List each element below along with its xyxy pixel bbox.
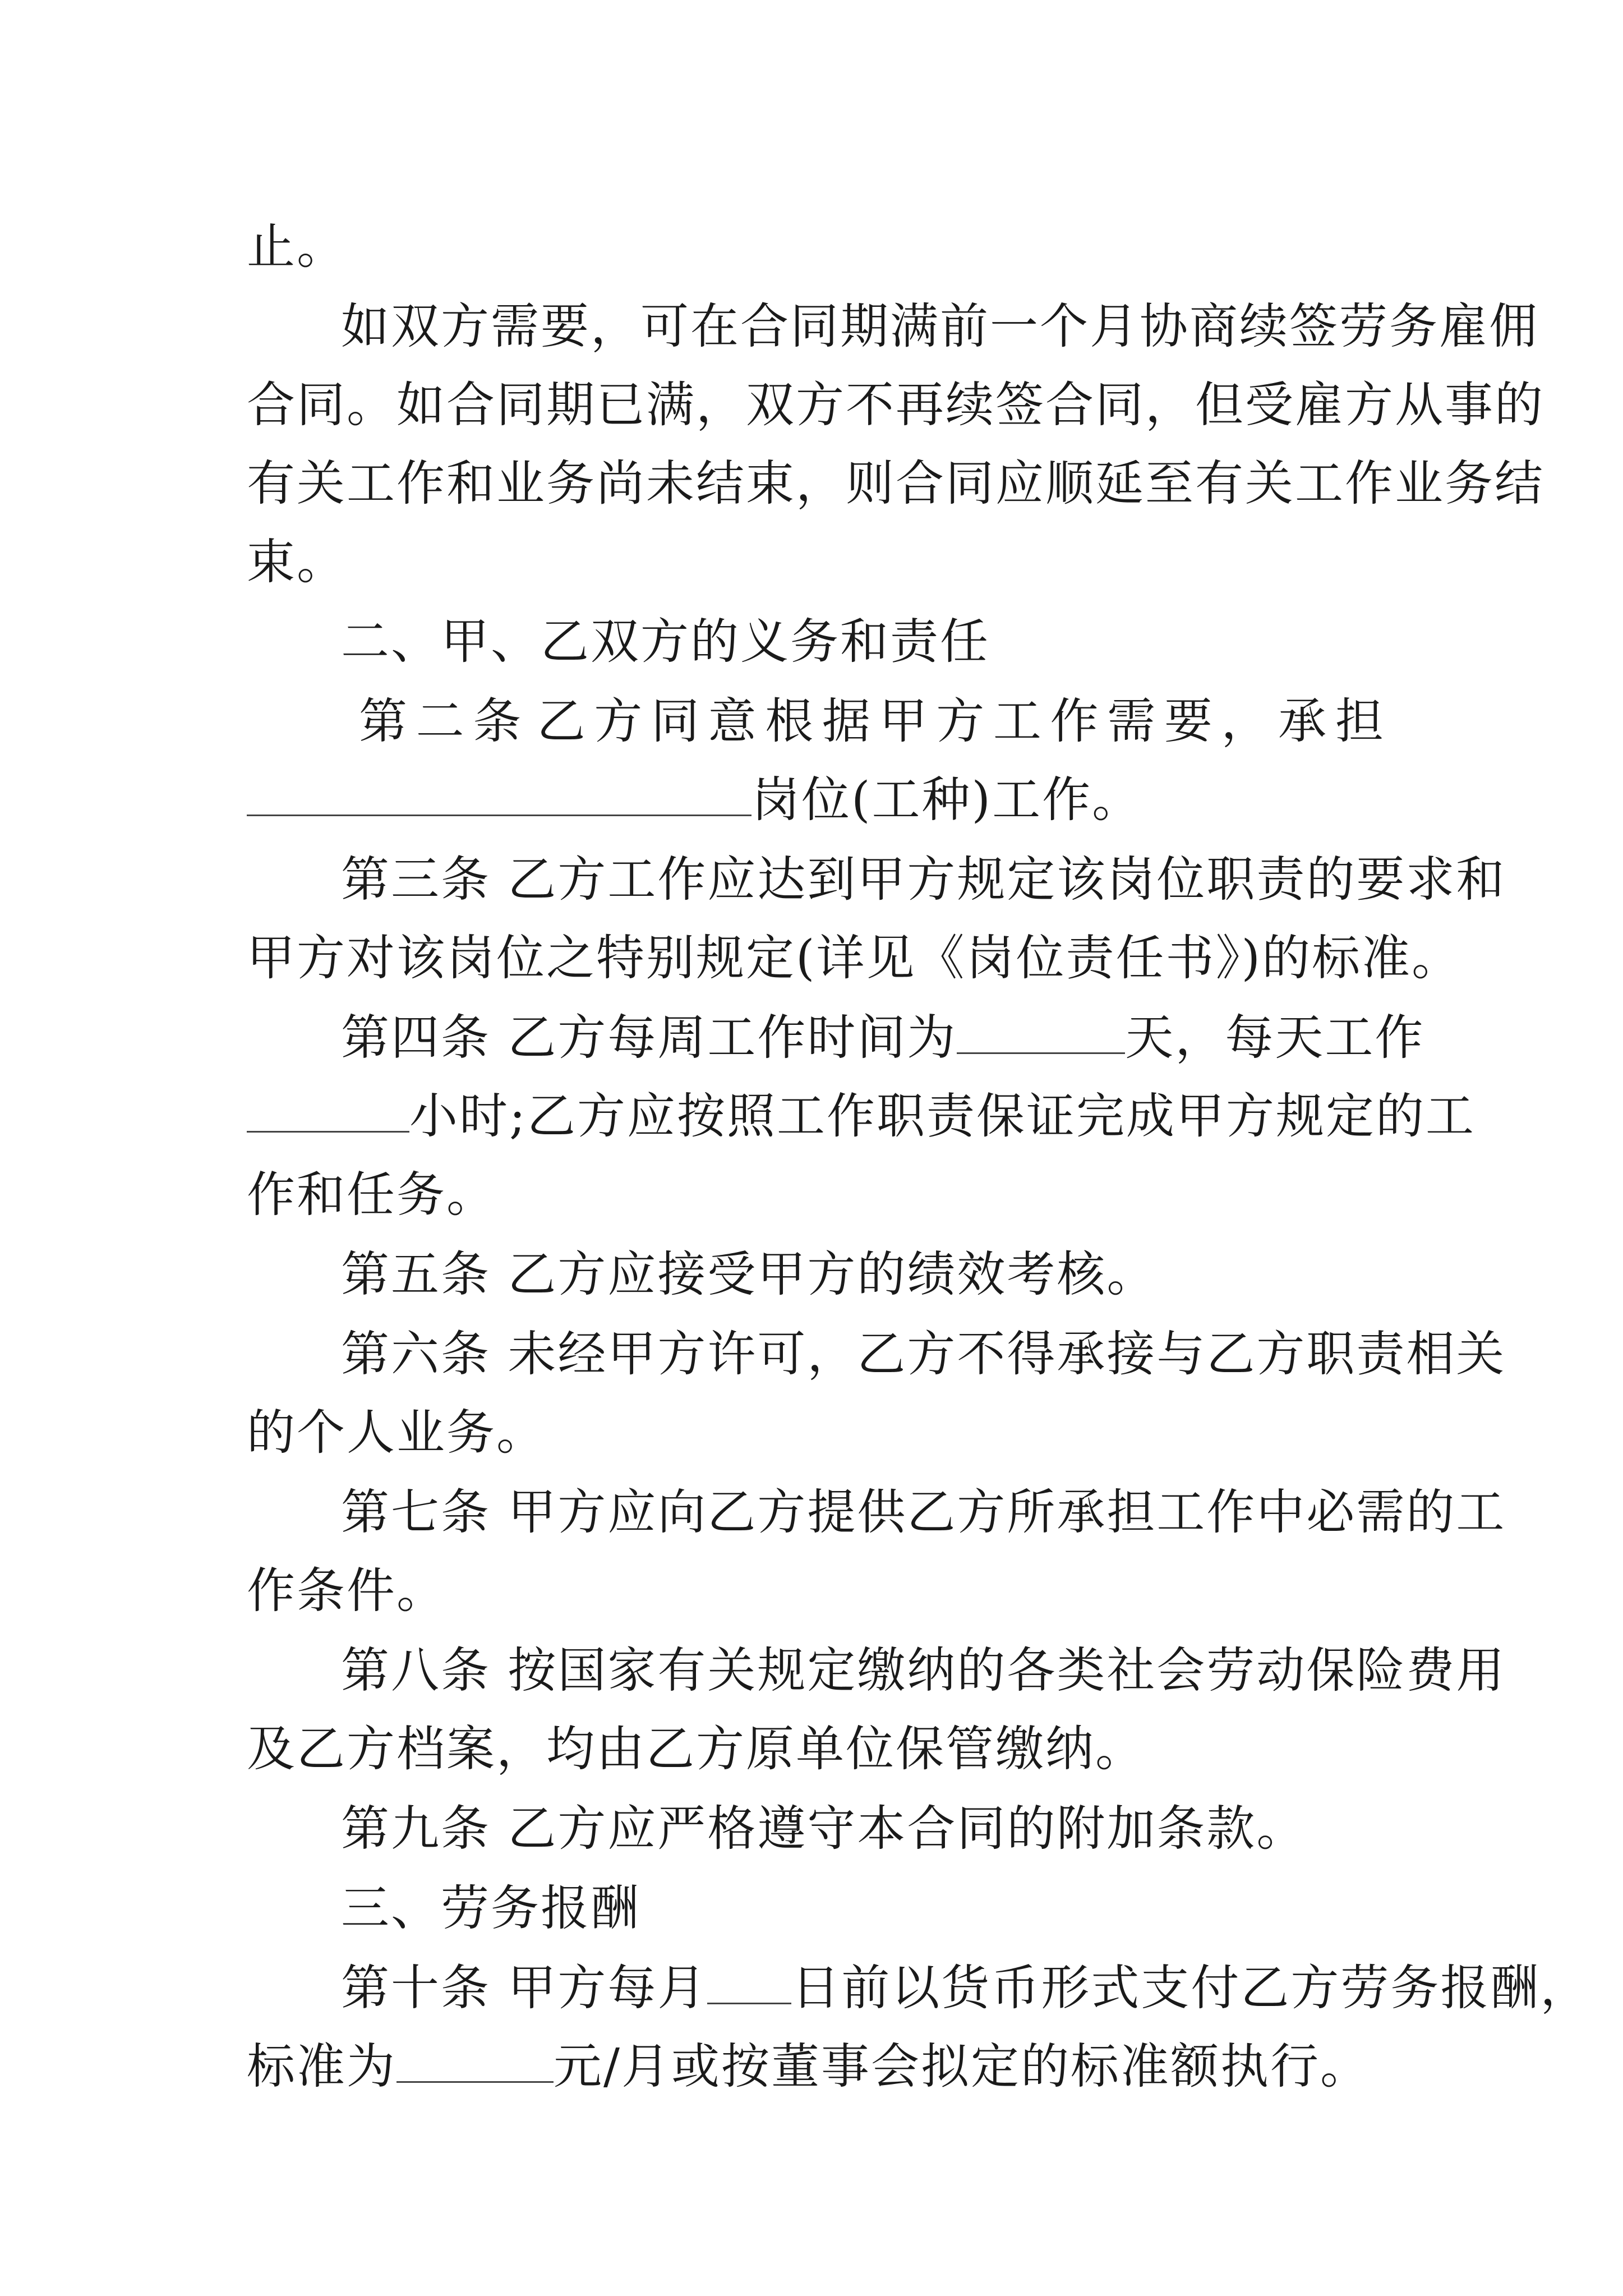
article-2-char: 要	[1164, 693, 1214, 749]
article-10-text: 标准为	[247, 2039, 396, 2095]
article-4-line	[247, 1077, 1476, 1156]
article-2-char: 第	[359, 693, 409, 749]
article-2-char: 乙	[537, 693, 587, 749]
article-3-line: 甲方对该岗位之特别规定(详见《岗位责任书》)的标准。	[247, 930, 1462, 986]
article-4-line: 作和任务。	[247, 1167, 496, 1223]
article-7-line: 第七条 甲方应向乙方提供乙方所承担工作中必需的工	[341, 1484, 1506, 1540]
monthly-pay-blank-field[interactable]	[396, 2036, 554, 2083]
article-5-line: 第五条 乙方应接受甲方的绩效考核。	[341, 1246, 1157, 1303]
section-heading-obligations: 二、甲、乙双方的义务和责任	[341, 614, 990, 670]
position-blank-field[interactable]	[247, 770, 751, 816]
article-2-char: 据	[822, 693, 872, 749]
article-2-char: 同	[651, 693, 701, 749]
days-per-week-blank-field[interactable]	[957, 1007, 1125, 1054]
article-2-char: 需	[1107, 693, 1158, 749]
pay-day-blank-field[interactable]	[707, 1958, 791, 2004]
article-2-char: 工	[993, 693, 1043, 749]
paragraph-line: 止。	[247, 219, 347, 275]
article-4-line	[247, 999, 1425, 1077]
article-8-line: 第八条 按国家有关规定缴纳的各类社会劳动保险费用	[341, 1642, 1506, 1699]
article-2-char: 甲	[879, 693, 929, 749]
section-heading-remuneration: 三、劳务报酬	[341, 1880, 640, 1936]
article-2-char: ，	[1221, 693, 1271, 749]
paragraph-renewal-line: 有关工作和业务尚未结束，则合同应顺延至有关工作业务结	[247, 455, 1544, 512]
article-2-char: 根	[765, 693, 815, 749]
article-6-line: 第六条 未经甲方许可，乙方不得承接与乙方职责相关	[341, 1326, 1506, 1382]
paragraph-renewal-line: 束。	[247, 534, 347, 590]
hours-per-day-blank-field[interactable]	[247, 1086, 409, 1133]
contract-page	[247, 208, 1590, 2106]
article-6-line: 的个人业务。	[247, 1405, 546, 1461]
article-10-text: 日前以货币形式支付乙方劳务报酬，	[791, 1960, 1590, 2016]
article-10-text: 元/月或按董事会拟定的标准额执行。	[554, 2039, 1370, 2095]
article-4-text: 第四条 乙方每周工作时间为	[341, 1010, 957, 1066]
article-2-char: 条	[473, 693, 523, 749]
paragraph-renewal-line: 合同。如合同期已满，双方不再续签合同，但受雇方从事的	[247, 377, 1544, 433]
article-8-line: 及乙方档案，均由乙方原单位保管缴纳。	[247, 1721, 1145, 1777]
article-10-line	[247, 2027, 1385, 2106]
article-2-char: 担	[1335, 693, 1385, 749]
position-suffix-text: 岗位(工种)工作。	[751, 772, 1142, 828]
article-9-line: 第九条 乙方应严格遵守本合同的附加条款。	[341, 1801, 1307, 1857]
article-10-line	[247, 1949, 1590, 2027]
article-2-line-2	[247, 761, 1385, 839]
article-3-line: 第三条 乙方工作应达到甲方规定该岗位职责的要求和	[341, 852, 1506, 908]
article-4-text: 小时;乙方应按照工作职责保证完成甲方规定的工	[409, 1088, 1476, 1144]
article-2-char: 方	[936, 693, 986, 749]
article-2-char: 作	[1050, 693, 1100, 749]
article-4-text: 天，每天工作	[1125, 1010, 1425, 1066]
article-10-text: 第十条 甲方每月	[341, 1960, 708, 2016]
article-2-char: 意	[708, 693, 758, 749]
article-2-char: 承	[1278, 693, 1329, 749]
article-2-char: 二	[416, 693, 466, 749]
article-7-line: 作条件。	[247, 1563, 446, 1619]
article-2-char: 方	[594, 693, 644, 749]
article-2-line	[247, 682, 1385, 761]
paragraph-renewal-line: 如双方需要，可在合同期满前一个月协商续签劳务雇佣	[341, 298, 1539, 355]
